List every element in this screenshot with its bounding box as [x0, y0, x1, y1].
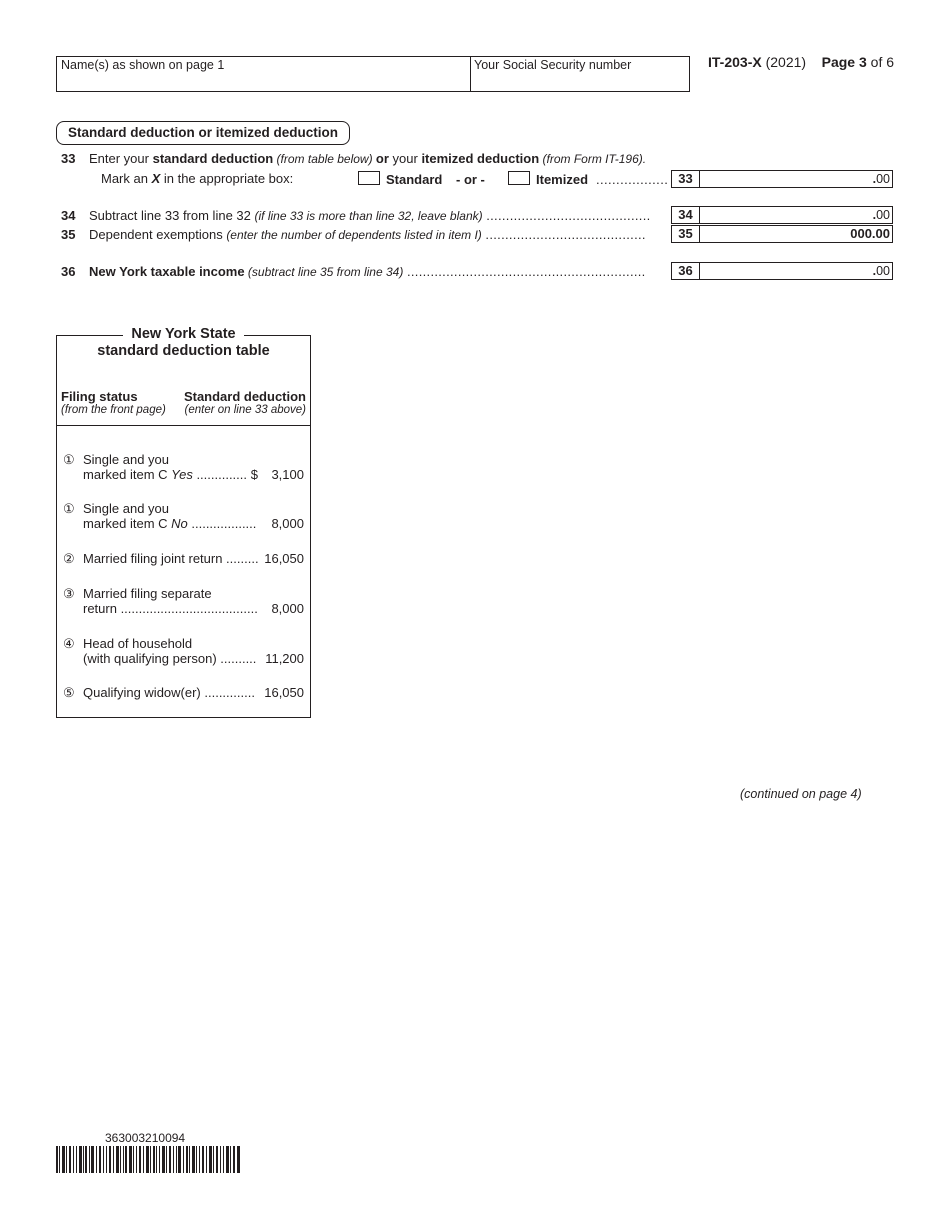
line-36-amount[interactable]: .00 — [699, 262, 893, 280]
row-value: 8,000 — [271, 516, 304, 531]
row-value: 8,000 — [271, 601, 304, 616]
page-of: of 6 — [870, 54, 895, 70]
row-l2c: .............. — [192, 467, 248, 482]
mark-b: in the appropriate box: — [160, 171, 294, 186]
line-35-instruction — [89, 227, 646, 242]
mark-a: Mark an — [101, 171, 152, 186]
itemized-checkbox[interactable] — [508, 171, 530, 185]
line-35-t1: Dependent exemptions — [89, 227, 227, 242]
row-label-2 — [83, 516, 256, 531]
ssn-label: Your Social Security number — [474, 58, 632, 72]
row-status-number: ① — [63, 452, 75, 467]
mark-x: X — [151, 171, 161, 186]
col1-sub: (from the front page) — [61, 404, 166, 416]
line-33-leader: .................. — [596, 172, 669, 187]
form-identifier — [708, 54, 894, 70]
header-divider — [470, 57, 471, 91]
table-title-1: New York State — [131, 326, 236, 342]
line-33-t1: Enter your — [89, 151, 153, 166]
line-35-t2: (enter the number of dependents listed in item I) — [226, 228, 482, 242]
table-row — [63, 636, 304, 666]
table-row — [63, 586, 304, 616]
line-35-number: 35 — [61, 227, 76, 242]
itemized-label: Itemized — [536, 172, 589, 187]
line-35-box: 35 — [671, 225, 700, 243]
line-36-t1: New York taxable income — [89, 264, 245, 279]
row-dollar: $ — [250, 467, 258, 482]
row-value: 3,100 — [271, 467, 304, 482]
table-row — [63, 452, 304, 482]
row-label-1: Single and you — [83, 501, 170, 516]
page-word: Page — [821, 54, 856, 70]
row-value: 16,050 — [264, 685, 304, 700]
section-title: Standard deduction or itemized deduction — [56, 121, 350, 145]
barcode-number: 363003210094 — [105, 1131, 186, 1145]
row-label-2 — [83, 467, 247, 482]
col2-head: Standard deduction — [183, 389, 306, 404]
line-36-number: 36 — [61, 264, 76, 279]
line-35-leader: ......................................... — [485, 227, 646, 242]
name-label: Name(s) as shown on page 1 — [61, 58, 225, 72]
col-standard-deduction — [184, 389, 306, 416]
line-33-amount[interactable]: .00 — [699, 170, 893, 188]
line-34-cents: 00 — [876, 208, 890, 222]
row-label-2: (with qualifying person) .......... — [83, 651, 257, 666]
line-36-box: 36 — [671, 262, 700, 280]
or-separator — [456, 172, 485, 187]
standard-deduction-table — [56, 326, 311, 718]
row-l2a: marked item C — [83, 467, 172, 482]
header-fields — [56, 56, 690, 92]
form-id: IT-203-X — [708, 54, 762, 70]
row-value: 16,050 — [264, 551, 304, 566]
line-36-leader: ............................................................. — [406, 264, 646, 279]
table-row — [63, 551, 304, 566]
row-label-1: Married filing joint return ......... — [83, 551, 259, 566]
standard-checkbox[interactable] — [358, 171, 380, 185]
continued-note: (continued on page 4) — [740, 787, 862, 801]
line-33-box: 33 — [671, 170, 700, 188]
standard-label: Standard — [386, 172, 443, 187]
table-title — [57, 326, 310, 360]
line-34-box: 34 — [671, 206, 700, 224]
row-status-number: ③ — [63, 586, 75, 601]
row-l2a: marked item C — [83, 516, 172, 531]
row-label-1: Head of household — [83, 636, 193, 651]
line-33-t3: (from table below) — [273, 152, 376, 166]
table-title-2: standard deduction table — [97, 343, 270, 359]
row-label-1: Married filing separate — [83, 586, 212, 601]
table-header-divider — [57, 425, 310, 426]
row-value: 11,200 — [265, 651, 304, 666]
line-36-cents: 00 — [876, 264, 890, 278]
row-status-number: ② — [63, 551, 75, 566]
row-status-number: ⑤ — [63, 685, 75, 700]
or-text: - or - — [456, 172, 485, 187]
row-status-number: ① — [63, 501, 75, 516]
line-34-t2: (if line 33 is more than line 32, leave blank) — [254, 209, 483, 223]
page-num: 3 — [858, 54, 867, 70]
line-33-t5: your — [388, 151, 422, 166]
barcode-icon — [56, 1146, 240, 1173]
row-status-number: ④ — [63, 636, 75, 651]
col-filing-status — [61, 389, 166, 416]
line-36-t2: (subtract line 35 from line 34) — [244, 265, 404, 279]
line-34-leader: .......................................... — [486, 208, 651, 223]
table-row — [63, 685, 304, 700]
table-row — [63, 501, 304, 531]
row-l2c: .................. — [187, 516, 257, 531]
line-34-t1: Subtract line 33 from line 32 — [89, 208, 255, 223]
row-label-2: return ...................................... — [83, 601, 258, 616]
line-36-instruction — [89, 264, 646, 279]
line-33-t2: standard deduction — [152, 151, 274, 166]
line-33-instruction — [89, 151, 646, 166]
line-33-t4: or — [375, 151, 389, 166]
line-33-number: 33 — [61, 151, 76, 166]
row-l2b: Yes — [171, 467, 193, 482]
line-35-amount[interactable]: 000.00 — [699, 225, 893, 243]
col1-head: Filing status — [61, 389, 138, 404]
form-year: (2021) — [765, 54, 807, 70]
line-34-number: 34 — [61, 208, 76, 223]
row-l2b: No — [171, 516, 188, 531]
col2-sub: (enter on line 33 above) — [184, 404, 306, 416]
line-33-mark-instruction — [101, 171, 293, 186]
row-label-1: Single and you — [83, 452, 170, 467]
row-label-1: Qualifying widow(er) .............. — [83, 685, 255, 700]
line-33-t6: itemized deduction — [421, 151, 540, 166]
line-33-cents: 00 — [876, 172, 890, 186]
line-33-t7: (from Form IT-196). — [539, 152, 647, 166]
line-34-instruction — [89, 208, 651, 223]
line-34-amount[interactable]: .00 — [699, 206, 893, 224]
